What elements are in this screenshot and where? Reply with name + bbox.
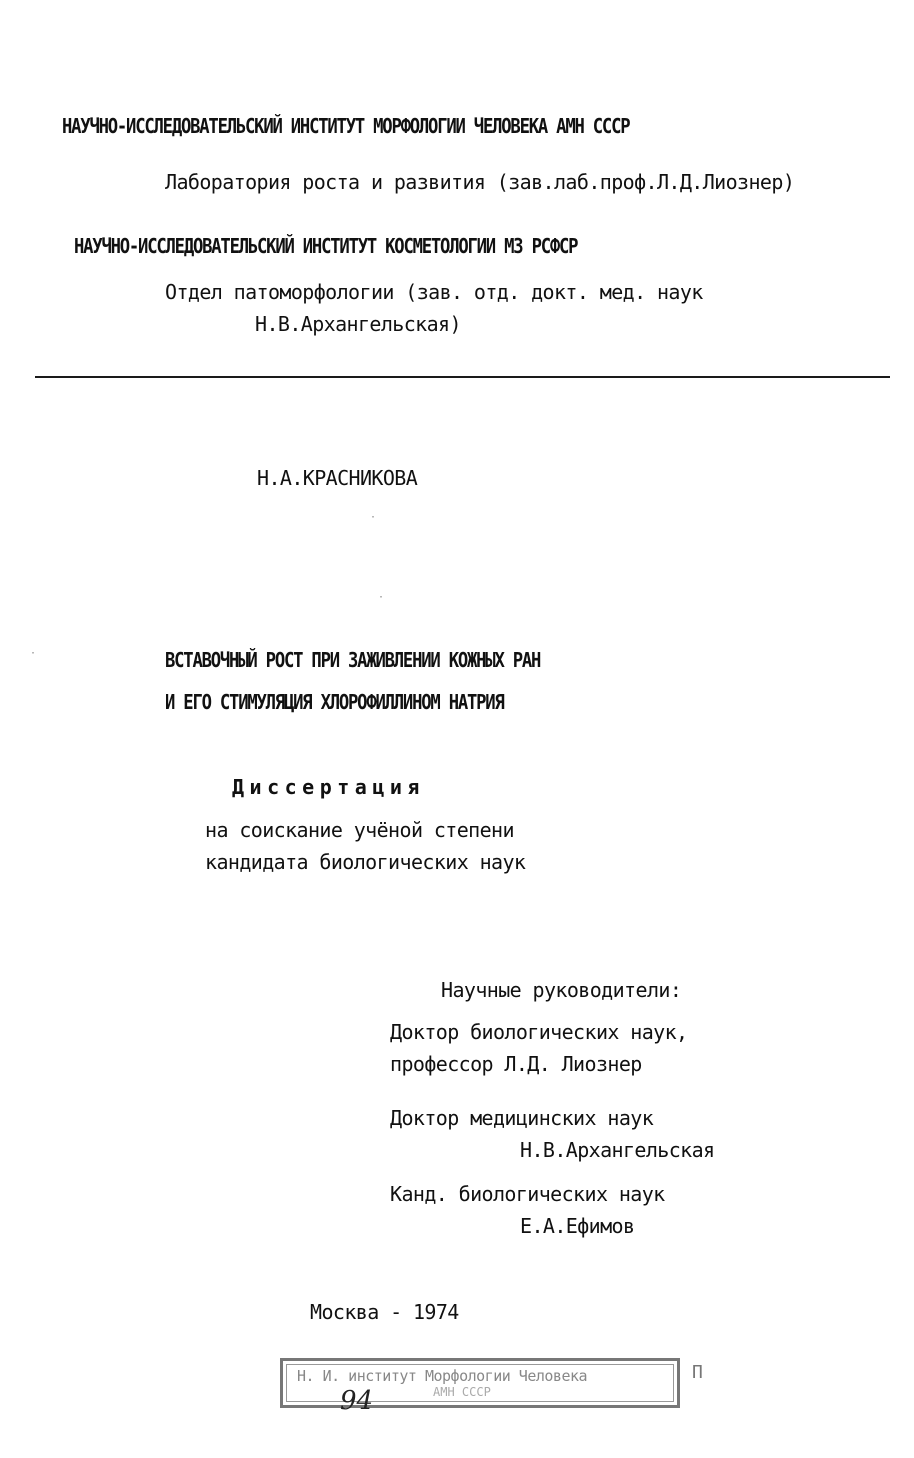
department-line-1: Отдел патоморфологии (зав. отд. докт. мед. наук (165, 280, 703, 304)
department-line-2: Н.В.Архангельская) (255, 312, 461, 336)
supervisor-2-line-2: Н.В.Архангельская (520, 1138, 715, 1162)
handwritten-number: 94 (340, 1386, 374, 1416)
supervisor-1-line-2: профессор Л.Д. Лиознер (390, 1052, 642, 1076)
institute-1-heading: НАУЧНО-ИССЛЕДОВАТЕЛЬСКИЙ ИНСТИТУТ МОРФОЛОГИИ ЧЕЛОВЕКА АМН СССР (62, 114, 630, 138)
speck-mark: · (370, 512, 377, 523)
supervisor-3-line-1: Канд. биологических наук (390, 1182, 665, 1206)
speck-mark: · (30, 648, 37, 659)
author-name: Н.А.КРАСНИКОВА (257, 466, 418, 490)
degree-line-2: кандидата биологических наук (205, 850, 526, 874)
speck-mark: · (378, 592, 385, 603)
stamp-line-2: АМН СССР (433, 1385, 491, 1399)
city-year: Москва - 1974 (310, 1300, 459, 1324)
stamp-side-mark: П (692, 1362, 703, 1383)
title-line-1: ВСТАВОЧНЫЙ РОСТ ПРИ ЗАЖИВЛЕНИИ КОЖНЫХ РАН (165, 648, 541, 672)
laboratory-line: Лаборатория роста и развития (зав.лаб.проф.Л.Д.Лиознер) (165, 170, 795, 194)
supervisor-1-line-1: Доктор биологических наук, (390, 1020, 688, 1044)
supervisor-3-line-2: Е.А.Ефимов (520, 1214, 635, 1238)
horizontal-rule (35, 376, 890, 378)
title-line-2: И ЕГО СТИМУЛЯЦИЯ ХЛОРОФИЛЛИНОМ НАТРИЯ (165, 690, 504, 714)
supervisor-2-line-1: Доктор медицинских наук (390, 1106, 654, 1130)
degree-line-1: на соискание учёной степени (205, 818, 514, 842)
stamp-line-1: Н. И. институт Морфологии Человека (297, 1367, 588, 1385)
supervisors-heading: Научные руководители: (441, 978, 682, 1002)
institute-2-heading: НАУЧНО-ИССЛЕДОВАТЕЛЬСКИЙ ИНСТИТУТ КОСМЕТОЛОГИИ МЗ РСФСР (74, 234, 578, 258)
dissertation-label: Диссертация (232, 775, 425, 799)
